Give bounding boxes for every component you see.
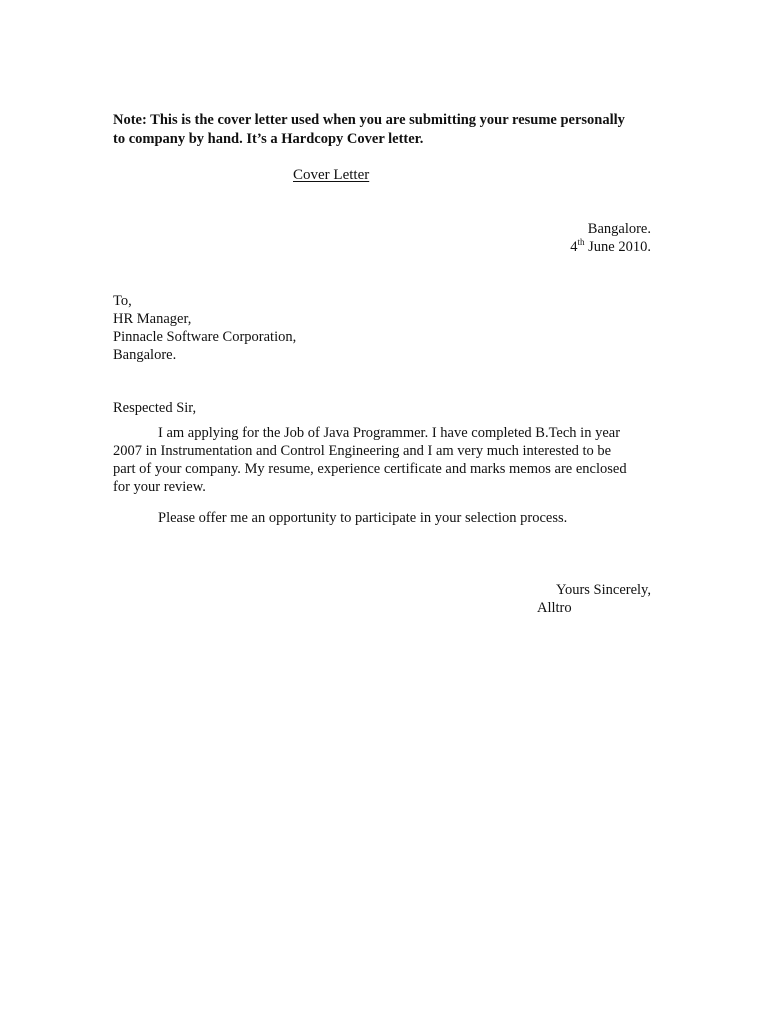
address-line: Pinnacle Software Corporation,: [113, 329, 297, 345]
sender-place-date: [570, 220, 651, 256]
body-line: 2007 in Instrumentation and Control Engineering and I am very much interested to be: [113, 443, 612, 459]
date-suffix: th: [577, 237, 585, 248]
address-line: HR Manager,: [113, 311, 192, 327]
note-paragraph: [113, 111, 673, 149]
body-line: part of your company. My resume, experience certificate and marks memos are enclosed: [113, 461, 627, 477]
address-line: To,: [113, 293, 132, 309]
body-line: for your review.: [113, 479, 206, 495]
date-day: 4: [570, 239, 578, 255]
closing: Yours Sincerely,: [555, 582, 651, 598]
date-rest: June 2010.: [584, 239, 651, 255]
note-line-1: Note: This is the cover letter used when you are submitting your resume personally: [113, 112, 625, 128]
salutation: Respected Sir,: [113, 400, 197, 416]
note-line-2: to company by hand. It’s a Hardcopy Cover letter.: [113, 131, 424, 147]
body-paragraph-1: [113, 424, 653, 496]
letter-title: Cover Letter: [293, 167, 370, 183]
address-line: Bangalore.: [113, 347, 177, 363]
body-line-text: I am applying for the Job of Java Programmer. I have completed B.Tech in year: [158, 425, 621, 441]
signer-name: Alltro: [537, 600, 572, 616]
recipient-address: [113, 292, 296, 364]
body-line: [113, 424, 653, 442]
letter-date: [570, 238, 651, 256]
sender-place: Bangalore.: [587, 221, 651, 237]
body-paragraph-2: Please offer me an opportunity to participate in your selection process.: [158, 510, 568, 526]
